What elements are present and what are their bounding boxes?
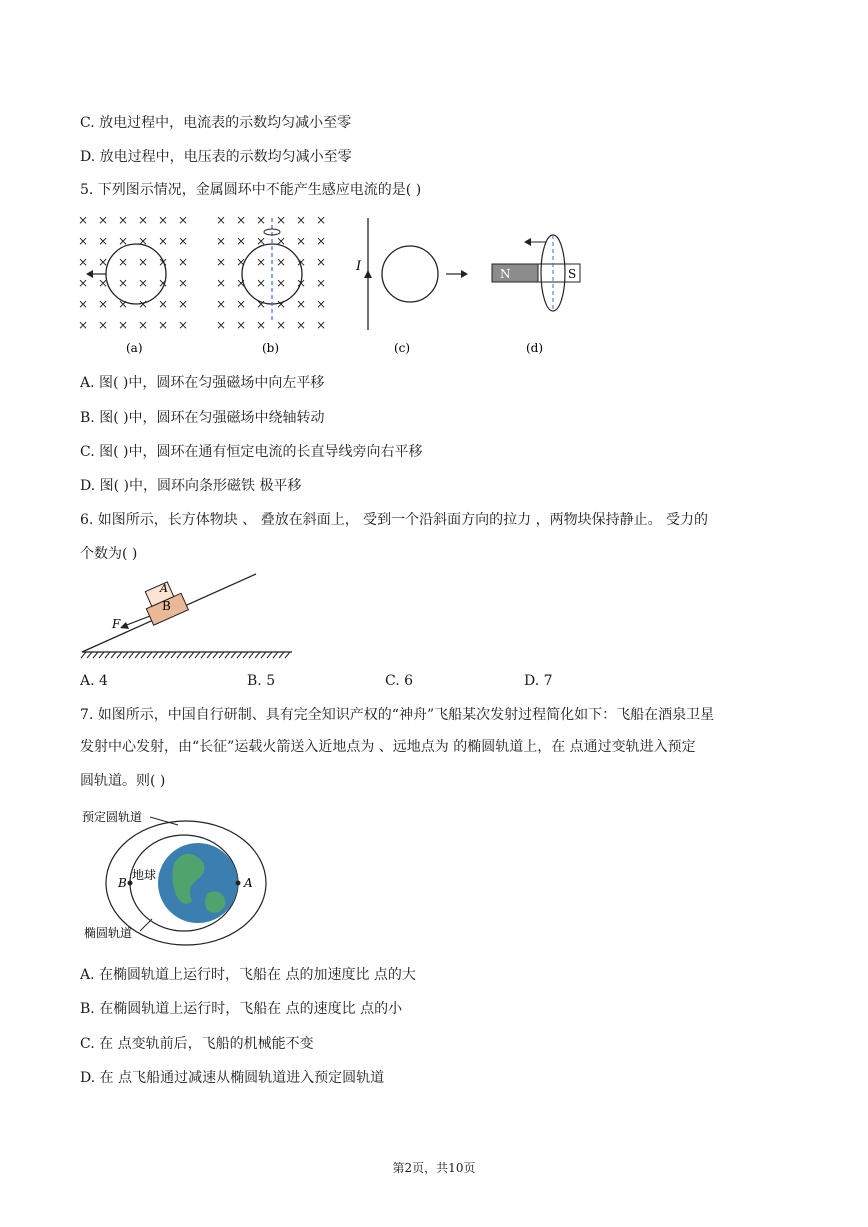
hatch-mark [201, 652, 206, 658]
hatch-mark [213, 652, 218, 658]
field-cross: × [316, 297, 327, 311]
force-f-arrow [124, 616, 150, 626]
field-cross: × [178, 234, 189, 248]
hatch-mark [147, 652, 152, 658]
field-cross: × [256, 234, 267, 248]
hatch-mark [207, 652, 212, 658]
field-cross: × [98, 255, 109, 269]
q7-stem-line2: 发射中心发射，由“长征”运载火箭送入近地点为 、远地点为 的椭圆轨道上，在 点通过变轨进入预定 [80, 739, 696, 755]
q4-option-d: D. 放电过程中，电压表的示数均匀减小至零 [80, 149, 352, 165]
hatch-mark [153, 652, 158, 658]
field-cross: × [118, 318, 129, 332]
field-cross: × [118, 213, 129, 227]
ground-hatching [81, 652, 290, 658]
q6-stem-line1: 6. 如图所示，长方体物块 、 叠放在斜面上， 受到一个沿斜面方向的拉力 ，两物块保持静止。 受力的 [80, 512, 709, 528]
field-cross: × [138, 255, 149, 269]
field-cross: × [216, 297, 227, 311]
field-cross: × [276, 297, 287, 311]
fig-label-a: (a) [126, 341, 143, 355]
hatch-mark [225, 652, 230, 658]
field-cross: × [98, 276, 109, 290]
q6-option-a: A. 4 [80, 673, 108, 689]
field-cross: × [178, 255, 189, 269]
ring-a [106, 244, 169, 304]
field-cross: × [276, 276, 287, 290]
field-cross: × [178, 297, 189, 311]
field-cross: × [276, 318, 287, 332]
right-arrowhead-c [461, 270, 468, 278]
hatch-mark [81, 652, 86, 658]
force-f-label: F [112, 617, 121, 631]
field-cross: × [138, 213, 149, 227]
earth-label: 地球 [132, 868, 157, 882]
field-cross: × [158, 318, 169, 332]
q7-option-b: B. 在椭圆轨道上运行时，飞船在 点的速度比 点的小 [80, 1001, 403, 1017]
hatch-mark [189, 652, 194, 658]
field-cross: × [118, 276, 129, 290]
field-cross: × [276, 255, 287, 269]
field-cross: × [256, 297, 267, 311]
hatch-mark [285, 652, 290, 658]
hatch-mark [273, 652, 278, 658]
q5-option-a: A. 图( )中，圆环在匀强磁场中向左平移 [80, 375, 325, 391]
current-arrow-icon [364, 270, 372, 278]
hatch-mark [99, 652, 104, 658]
field-cross: × [316, 318, 327, 332]
field-cross: × [316, 234, 327, 248]
field-cross: × [256, 318, 267, 332]
q7-option-d: D. 在 点飞船通过减速从椭圆轨道进入预定圆轨道 [80, 1070, 385, 1086]
magnetic-field-grid-b [216, 213, 326, 332]
field-cross: × [78, 255, 89, 269]
q7-option-a: A. 在椭圆轨道上运行时，飞船在 点的加速度比 点的大 [80, 967, 416, 983]
field-cross: × [296, 297, 307, 311]
field-cross: × [98, 234, 109, 248]
field-cross: × [236, 318, 247, 332]
hatch-mark [255, 652, 260, 658]
field-cross: × [236, 276, 247, 290]
q6-option-d: D. 7 [524, 673, 553, 689]
q4-option-c: C. 放电过程中，电流表的示数均匀减小至零 [80, 115, 352, 131]
field-cross: × [78, 276, 89, 290]
field-cross: × [256, 276, 267, 290]
field-cross: × [78, 297, 89, 311]
field-cross: × [316, 255, 327, 269]
field-cross: × [296, 318, 307, 332]
hatch-mark [267, 652, 272, 658]
magnet-s-label: S [568, 267, 577, 281]
magnet-n-label: N [500, 267, 511, 281]
field-cross: × [216, 234, 227, 248]
field-cross: × [296, 276, 307, 290]
field-cross: × [216, 213, 227, 227]
fig-label-d: (d) [526, 341, 544, 355]
field-cross: × [276, 234, 287, 248]
field-cross: × [316, 276, 327, 290]
earth-icon [158, 843, 238, 923]
field-cross: × [138, 318, 149, 332]
hatch-mark [243, 652, 248, 658]
q6-figure [78, 568, 308, 664]
point-a-label: A [244, 876, 253, 890]
hatch-mark [261, 652, 266, 658]
force-f-arrowhead [120, 622, 129, 629]
field-cross: × [236, 297, 247, 311]
fig-label-c: (c) [394, 341, 411, 355]
hatch-mark [195, 652, 200, 658]
field-cross: × [236, 255, 247, 269]
q7-stem-line3: 圆轨道。则( ) [80, 773, 166, 789]
hatch-mark [87, 652, 92, 658]
ring-c [382, 246, 438, 302]
field-cross: × [296, 255, 307, 269]
field-cross: × [216, 276, 227, 290]
fig-label-b: (b) [262, 341, 280, 355]
hatch-mark [183, 652, 188, 658]
field-cross: × [158, 234, 169, 248]
page-footer: 第2页，共10页 [392, 1161, 476, 1175]
hatch-mark [279, 652, 284, 658]
hatch-mark [111, 652, 116, 658]
q6-stem-line2: 个数为( ) [80, 546, 138, 562]
field-cross: × [158, 297, 169, 311]
field-cross: × [296, 234, 307, 248]
block-a-label: A [160, 582, 168, 595]
hatch-mark [117, 652, 122, 658]
field-cross: × [256, 213, 267, 227]
field-cross: × [158, 276, 169, 290]
hatch-mark [165, 652, 170, 658]
field-cross: × [98, 297, 109, 311]
q5-figure [70, 208, 590, 358]
ellipse-orbit-leader [140, 919, 152, 931]
hatch-mark [249, 652, 254, 658]
field-cross: × [118, 255, 129, 269]
field-cross: × [78, 234, 89, 248]
field-cross: × [158, 213, 169, 227]
hatch-mark [105, 652, 110, 658]
field-cross: × [316, 213, 327, 227]
ellipse-orbit-label: 椭圆轨道 [84, 926, 133, 940]
field-cross: × [256, 255, 267, 269]
q5-option-d: D. 图( )中，圆环向条形磁铁 极平移 [80, 478, 302, 494]
field-cross: × [178, 213, 189, 227]
q7-option-c: C. 在 点变轨前后，飞船的机械能不变 [80, 1036, 314, 1052]
point-a-dot [236, 881, 241, 886]
field-cross: × [118, 297, 129, 311]
circle-orbit-label: 预定圆轨道 [82, 810, 143, 824]
q5-option-c: C. 图( )中，圆环在通有恒定电流的长直导线旁向右平移 [80, 444, 423, 460]
field-cross: × [78, 213, 89, 227]
left-arrowhead-d [524, 238, 531, 246]
q5-stem: 5. 下列图示情况，金属圆环中不能产生感应电流的是( ) [80, 182, 422, 198]
hatch-mark [135, 652, 140, 658]
field-cross: × [138, 297, 149, 311]
q7-stem-line1: 7. 如图所示，中国自行研制、具有完全知识产权的“神舟”飞船某次发射过程简化如下：飞船在酒泉卫星 [80, 707, 715, 723]
field-cross: × [236, 213, 247, 227]
field-cross: × [138, 276, 149, 290]
field-cross: × [296, 213, 307, 227]
hatch-mark [93, 652, 98, 658]
field-cross: × [216, 255, 227, 269]
hatch-mark [129, 652, 134, 658]
hatch-mark [237, 652, 242, 658]
field-cross: × [216, 318, 227, 332]
hatch-mark [141, 652, 146, 658]
hatch-mark [219, 652, 224, 658]
block-b-label: B [162, 599, 171, 613]
point-b-label: B [118, 876, 127, 890]
field-cross: × [178, 318, 189, 332]
magnetic-field-grid-a [78, 213, 188, 332]
hatch-mark [231, 652, 236, 658]
q6-option-b: B. 5 [247, 673, 276, 689]
q6-option-c: C. 6 [385, 673, 414, 689]
current-label: I [356, 259, 362, 274]
field-cross: × [158, 255, 169, 269]
field-cross: × [78, 318, 89, 332]
field-cross: × [178, 276, 189, 290]
hatch-mark [171, 652, 176, 658]
field-cross: × [118, 234, 129, 248]
q7-figure [78, 803, 288, 948]
hatch-mark [177, 652, 182, 658]
hatch-mark [123, 652, 128, 658]
field-cross: × [98, 318, 109, 332]
field-cross: × [98, 213, 109, 227]
field-cross: × [236, 234, 247, 248]
magnet-n-pole [492, 264, 538, 282]
field-cross: × [276, 213, 287, 227]
q5-option-b: B. 图( )中，圆环在匀强磁场中绕轴转动 [80, 410, 325, 426]
hatch-mark [159, 652, 164, 658]
field-cross: × [138, 234, 149, 248]
